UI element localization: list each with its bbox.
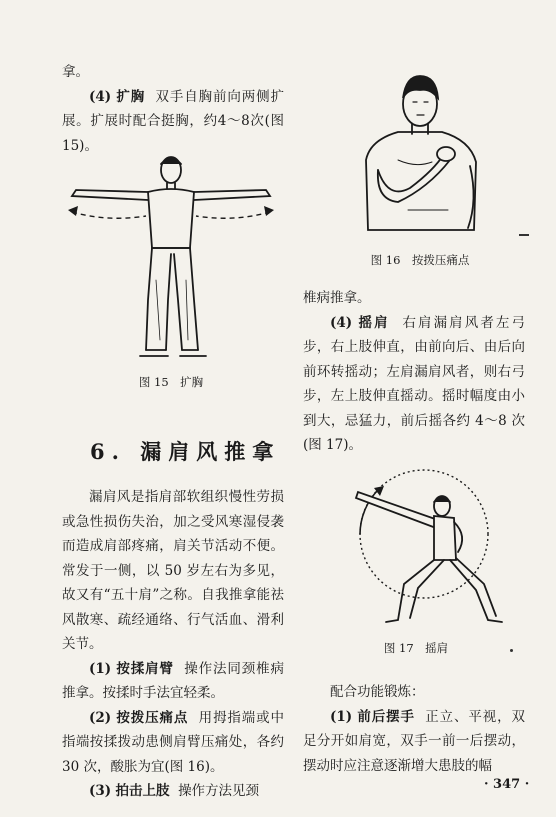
item-number: (4) bbox=[89, 88, 112, 105]
item-text: 用拇指端或中指端按揉拨动患侧肩臂压痛处，各约 30 次，酸胀为宜(图 16)。 bbox=[62, 709, 284, 775]
continuation-text: 椎病推拿。 bbox=[303, 290, 371, 306]
paragraph-kuoxiong bbox=[62, 85, 284, 159]
item-4 bbox=[303, 311, 525, 458]
item-2 bbox=[62, 706, 284, 780]
item-number: (1) bbox=[330, 708, 353, 725]
chest-expansion-figure bbox=[68, 150, 274, 368]
right-column-bottom bbox=[303, 680, 525, 778]
figure-17 bbox=[338, 452, 508, 630]
figure-16-caption: 图 16 按拨压痛点 bbox=[370, 253, 470, 267]
text-line-continuation: 拿。 bbox=[62, 64, 89, 80]
item-term: 摇肩 bbox=[358, 314, 390, 331]
figure-15 bbox=[68, 150, 274, 368]
figure-16 bbox=[358, 70, 482, 232]
page-number: · 347 · bbox=[484, 777, 530, 792]
exercise-heading: 配合功能锻炼： bbox=[330, 684, 425, 700]
item-number: (3) bbox=[89, 783, 112, 799]
figure-17-caption: 图 17 摇肩 bbox=[383, 641, 449, 655]
item-number: (1) bbox=[89, 660, 112, 677]
margin-dot bbox=[510, 649, 513, 652]
right-column-body bbox=[303, 286, 525, 458]
shoulder-press-figure bbox=[358, 70, 482, 232]
item-3 bbox=[62, 779, 284, 804]
item-term: 拍击上肢 bbox=[115, 783, 170, 799]
intro-paragraph: 漏肩风是指肩部软组织慢性劳损或急性损伤失治，加之受风寒湿侵袭而造成肩部疼痛，肩关节活动不便。常发于一侧，以 50 岁左右为多见，故又有“五十肩”之称。自我推拿能祛风散寒、疏经通络、行气活血、滑利关节。 bbox=[62, 489, 284, 652]
figure-15-caption: 图 15 扩胸 bbox=[138, 375, 204, 389]
section-title: 6. 漏肩风推拿 bbox=[90, 439, 281, 464]
margin-dash bbox=[519, 234, 529, 236]
shoulder-rotation-figure bbox=[338, 452, 508, 630]
left-column-top bbox=[62, 60, 284, 158]
item-text: 操作方法见颈 bbox=[178, 783, 260, 799]
item-text: 右肩漏肩风者左弓步，右上肢伸直，由前向后、由后向前环转摇动；左肩漏肩风者，则右弓步，左上肢伸直摇动。摇时幅度由小到大，忌猛力，前后摇各约 4～8 次(图 17)。 bbox=[303, 314, 525, 453]
exercise-item-1 bbox=[303, 705, 525, 779]
item-term: 按揉肩臂 bbox=[116, 660, 174, 677]
item-text: 双手自胸前向两侧扩展。扩展时配合挺胸，约4～8次(图15)。 bbox=[62, 88, 284, 154]
item-number: (2) bbox=[89, 709, 112, 726]
item-text: 操作法同颈椎病推拿。按揉时手法宜轻柔。 bbox=[62, 660, 284, 701]
item-term: 前后摆手 bbox=[357, 708, 415, 725]
left-column-body bbox=[62, 485, 284, 804]
item-1 bbox=[62, 657, 284, 706]
item-term: 按拨压痛点 bbox=[116, 709, 189, 726]
item-text: 正立、平视，双足分开如肩宽，双手一前一后摆动，摆动时应注意逐渐增大患肢的幅 bbox=[303, 708, 525, 774]
item-term: 扩胸 bbox=[116, 88, 146, 105]
item-number: (4) bbox=[330, 314, 353, 331]
